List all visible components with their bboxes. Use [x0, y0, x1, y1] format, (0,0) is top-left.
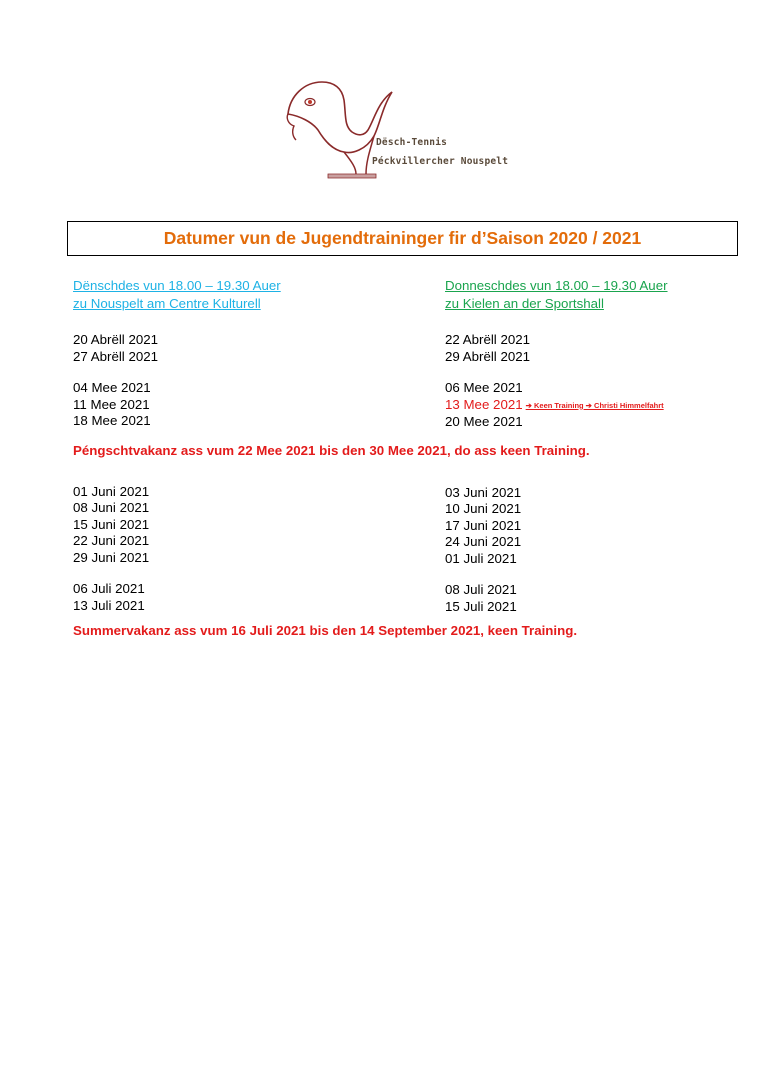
date-item: 29 Abrëll 2021	[445, 348, 531, 364]
date-item: 10 Juni 2021	[445, 501, 522, 516]
date-item: 04 Mee 2021	[73, 380, 151, 395]
left-june-group	[73, 484, 403, 567]
pentecost-holiday-notice: Péngschtvakanz ass vum 22 Mee 2021 bis den 30 Mee 2021, do ass keen Training.	[73, 443, 590, 458]
date-item: 01 Juli 2021	[445, 550, 517, 566]
left-july-group	[73, 581, 403, 614]
right-june-group	[445, 485, 745, 568]
date-item: 08 Juni 2021	[73, 500, 150, 515]
date-item: 11 Mee 2021	[73, 396, 150, 412]
date-item: 15 Juli 2021	[445, 598, 517, 614]
date-item: 24 Juni 2021	[445, 534, 522, 549]
left-may-group	[73, 380, 403, 430]
date-item: 18 Mee 2021	[73, 413, 151, 428]
right-july-group	[445, 582, 745, 615]
date-item: 06 Juli 2021	[73, 581, 145, 596]
cancelled-date-row	[445, 397, 745, 415]
right-header-time: Donneschdes vun 18.00 – 19.30 Auer	[445, 278, 668, 293]
date-item: 27 Abrëll 2021	[73, 348, 159, 364]
date-item: 13 Juli 2021	[73, 597, 145, 613]
date-item: 22 Juni 2021	[73, 533, 150, 548]
logo-line-1: Dësch-Tennis	[376, 137, 448, 148]
summer-holiday-notice: Summervakanz ass vum 16 Juli 2021 bis den 14 September 2021, keen Training.	[73, 623, 578, 638]
date-item: 01 Juni 2021	[73, 483, 150, 499]
date-item: 29 Juni 2021	[73, 549, 150, 565]
left-header-location: zu Nouspelt am Centre Kulturell	[73, 296, 261, 311]
left-header-time: Dënschdes vun 18.00 – 19.30 Auer	[73, 278, 281, 293]
cancel-note: ➔ Keen Training ➔ Christi Himmelfahrt	[525, 400, 664, 410]
right-header-location: zu Kielen an der Sportshall	[445, 296, 604, 311]
date-item: 15 Juni 2021	[73, 516, 150, 532]
cancelled-date: 13 Mee 2021	[445, 396, 523, 412]
date-item: 17 Juni 2021	[445, 517, 522, 533]
date-item: 06 Mee 2021	[445, 380, 523, 395]
logo-line-2: Péckvillercher Nouspelt	[372, 156, 509, 167]
date-item: 20 Abrëll 2021	[73, 332, 159, 347]
right-may-group	[445, 380, 745, 431]
date-item: 20 Mee 2021	[445, 414, 523, 429]
date-item: 08 Juli 2021	[445, 582, 517, 597]
date-item: 22 Abrëll 2021	[445, 332, 531, 347]
right-april-group	[445, 332, 745, 365]
title-box	[67, 221, 738, 256]
left-april-group	[73, 332, 403, 365]
date-item: 03 Juni 2021	[445, 484, 522, 500]
page-title: Datumer vun de Jugendtraininger fir d’Saison 2020 / 2021	[163, 228, 642, 248]
